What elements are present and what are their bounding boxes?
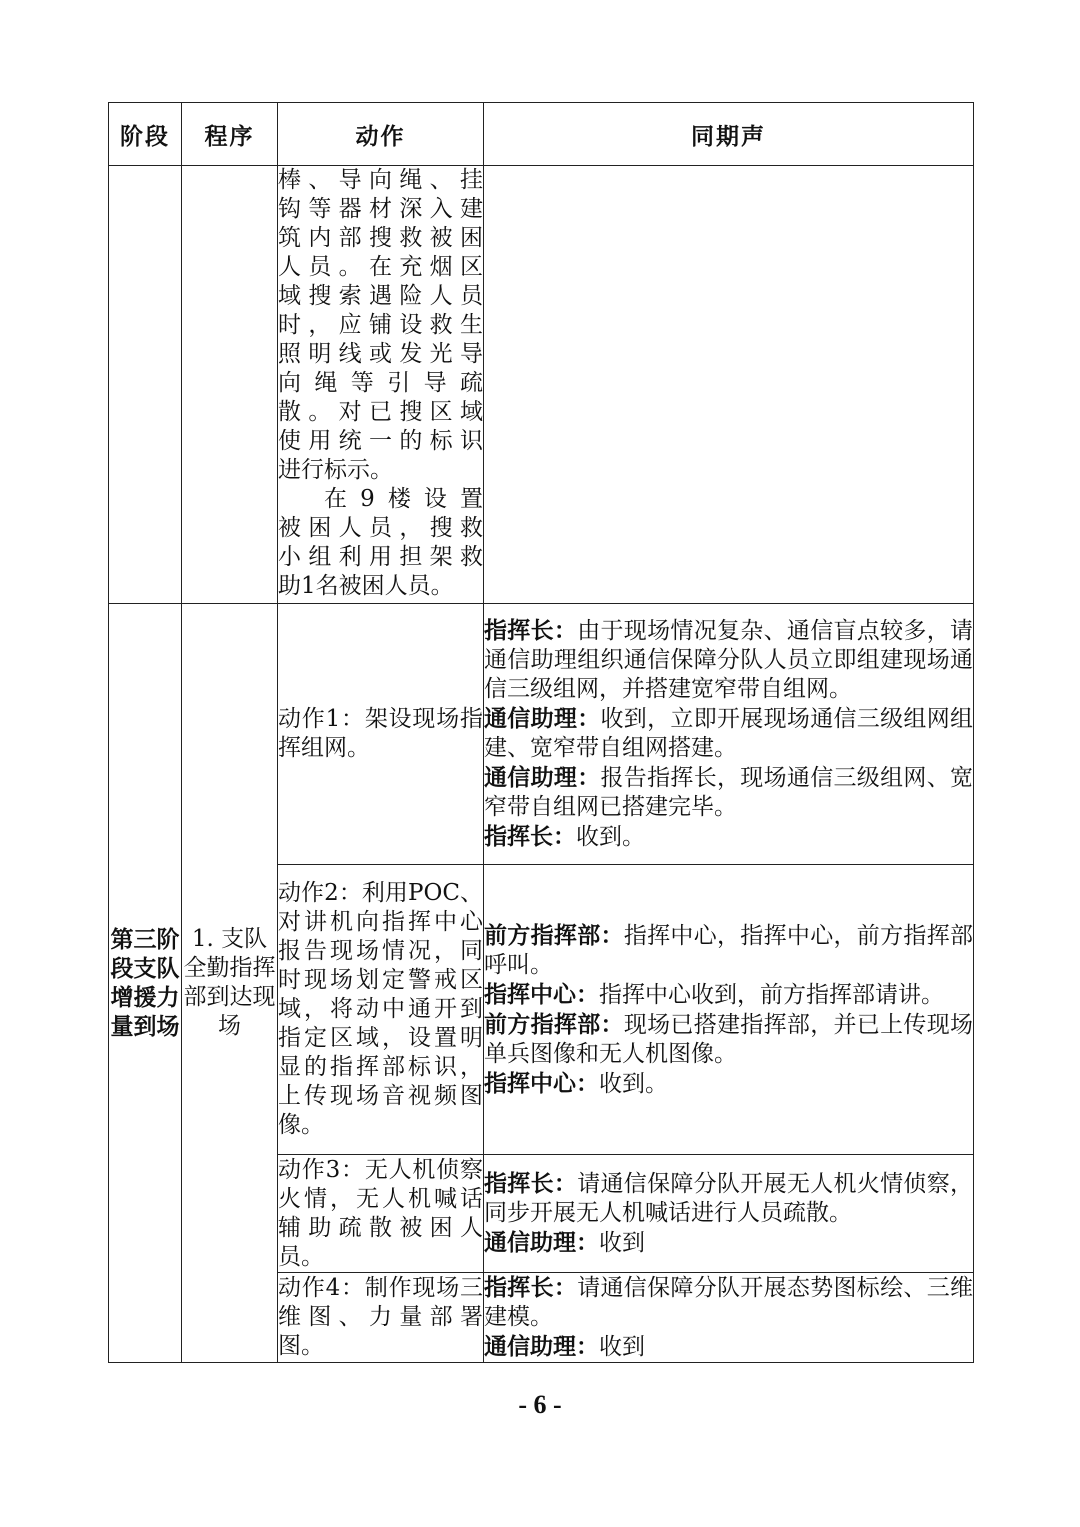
speaker: 指挥中心： — [484, 980, 599, 1008]
speech-text: 指挥中心收到，前方指挥部请讲。 — [599, 981, 944, 1008]
speech-line — [484, 1332, 973, 1362]
speech-text: 指挥中心，指挥中心，前方指挥部呼叫。 — [484, 922, 974, 978]
action-line: 时，应铺设救生 — [278, 312, 483, 338]
speech-cell — [484, 604, 974, 865]
action-line: 钩等器材深入建 — [278, 196, 483, 222]
speaker: 通信助理： — [484, 705, 601, 732]
speech-text: 收到 — [599, 1334, 645, 1360]
stage-cell: 第三阶段支队增援力量到场 — [109, 604, 182, 1363]
action-line: 散。对已搜区域 — [278, 399, 483, 425]
speaker: 前方指挥部： — [484, 1010, 624, 1038]
header-row — [109, 103, 974, 166]
speech-line — [484, 980, 973, 1010]
action-cell — [278, 1273, 484, 1363]
action-line: 在9楼设置 — [324, 486, 483, 512]
header-speech: 同期声 — [484, 103, 974, 166]
speech-text: 收到。 — [599, 1070, 668, 1097]
speech-line — [484, 1010, 973, 1069]
procedure-cell-empty — [182, 166, 278, 604]
speech-line — [484, 616, 973, 704]
action-line: 域搜索遇险人员 — [278, 283, 483, 309]
header-action: 动作 — [278, 103, 484, 166]
continued-speech-cell-empty — [484, 166, 974, 604]
action-text: 动作1：架设现场指挥组网。 — [278, 706, 483, 761]
speech-line — [484, 822, 973, 852]
action-line: 照明线或发光导 — [278, 341, 483, 367]
speech-cell — [484, 1155, 974, 1273]
page-number: - 6 - — [518, 1390, 562, 1419]
continued-action-cell — [278, 166, 484, 604]
speaker: 通信助理： — [484, 1229, 599, 1256]
speaker: 指挥长： — [484, 1274, 578, 1301]
speech-text: 收到。 — [576, 824, 645, 850]
speaker: 前方指挥部： — [484, 921, 624, 949]
header-stage: 阶段 — [109, 103, 182, 166]
continued-row — [109, 166, 974, 604]
action-text: 动作4：制作现场三维图、力量部署图。 — [278, 1275, 483, 1359]
speech-cell — [484, 1273, 974, 1363]
action-line: 被困人员，搜救 — [278, 515, 483, 541]
speech-line — [484, 1069, 973, 1099]
speech-line — [484, 704, 973, 763]
speech-line — [484, 1169, 973, 1228]
action-cell — [278, 1155, 484, 1273]
speech-text: 收到，立即开展现场通信三级组网组建、宽窄带自组网搭建。 — [484, 706, 974, 761]
speaker: 通信助理： — [484, 1333, 599, 1360]
procedure-cell: 1. 支队全勤指挥部到达现场 — [182, 604, 278, 1363]
header-procedure: 程序 — [182, 103, 278, 166]
speech-text: 由于现场情况复杂、通信盲点较多，请通信助理组织通信保障分队人员立即组建现场通信三级组网，并搭建宽窄带自组网。 — [484, 618, 974, 702]
speech-line — [484, 1228, 973, 1258]
drill-script-table — [108, 102, 974, 1363]
action-cell — [278, 865, 484, 1155]
speech-text: 请通信保障分队开展态势图标绘、三维建模。 — [484, 1275, 974, 1330]
action-row-1 — [109, 604, 974, 865]
action-text: 动作2：利用POC、对讲机向指挥中心报告现场情况，同时现场划定警戒区域，将动中通开到指定区域，设置明显的指挥部标识，上传现场音视频图像。 — [278, 880, 483, 1138]
action-line: 小组利用担架救 — [278, 544, 483, 570]
action-text: 动作3：无人机侦察火情，无人机喊话辅助疏散被困人员。 — [278, 1156, 483, 1270]
speech-line — [484, 763, 973, 822]
speaker: 指挥中心： — [484, 1069, 599, 1097]
action-line: 助1名被困人员。 — [278, 573, 454, 599]
speech-text: 收到 — [599, 1230, 645, 1256]
stage-cell-empty — [109, 166, 182, 604]
action-line: 向绳等引导疏 — [278, 370, 483, 396]
speaker: 指挥长： — [484, 1170, 578, 1197]
action-line: 筑内部搜救被困 — [278, 225, 483, 251]
speech-text: 请通信保障分队开展无人机火情侦察，同步开展无人机喊话进行人员疏散。 — [484, 1171, 974, 1226]
action-line: 人员。在充烟区 — [278, 254, 483, 280]
speaker: 指挥长： — [484, 823, 576, 850]
speech-line — [484, 1273, 973, 1332]
speaker: 指挥长： — [484, 617, 578, 644]
speech-cell — [484, 865, 974, 1155]
speech-line — [484, 921, 973, 980]
action-line: 进行标示。 — [278, 457, 393, 483]
action-line: 棒、导向绳、挂 — [278, 167, 483, 193]
speech-text: 报告指挥长，现场通信三级组网、宽窄带自组网已搭建完毕。 — [484, 765, 974, 820]
speech-text: 现场已搭建指挥部，并已上传现场单兵图像和无人机图像。 — [484, 1011, 974, 1067]
speaker: 通信助理： — [484, 764, 601, 791]
action-cell — [278, 604, 484, 865]
action-line: 使用统一的标识 — [278, 428, 483, 454]
